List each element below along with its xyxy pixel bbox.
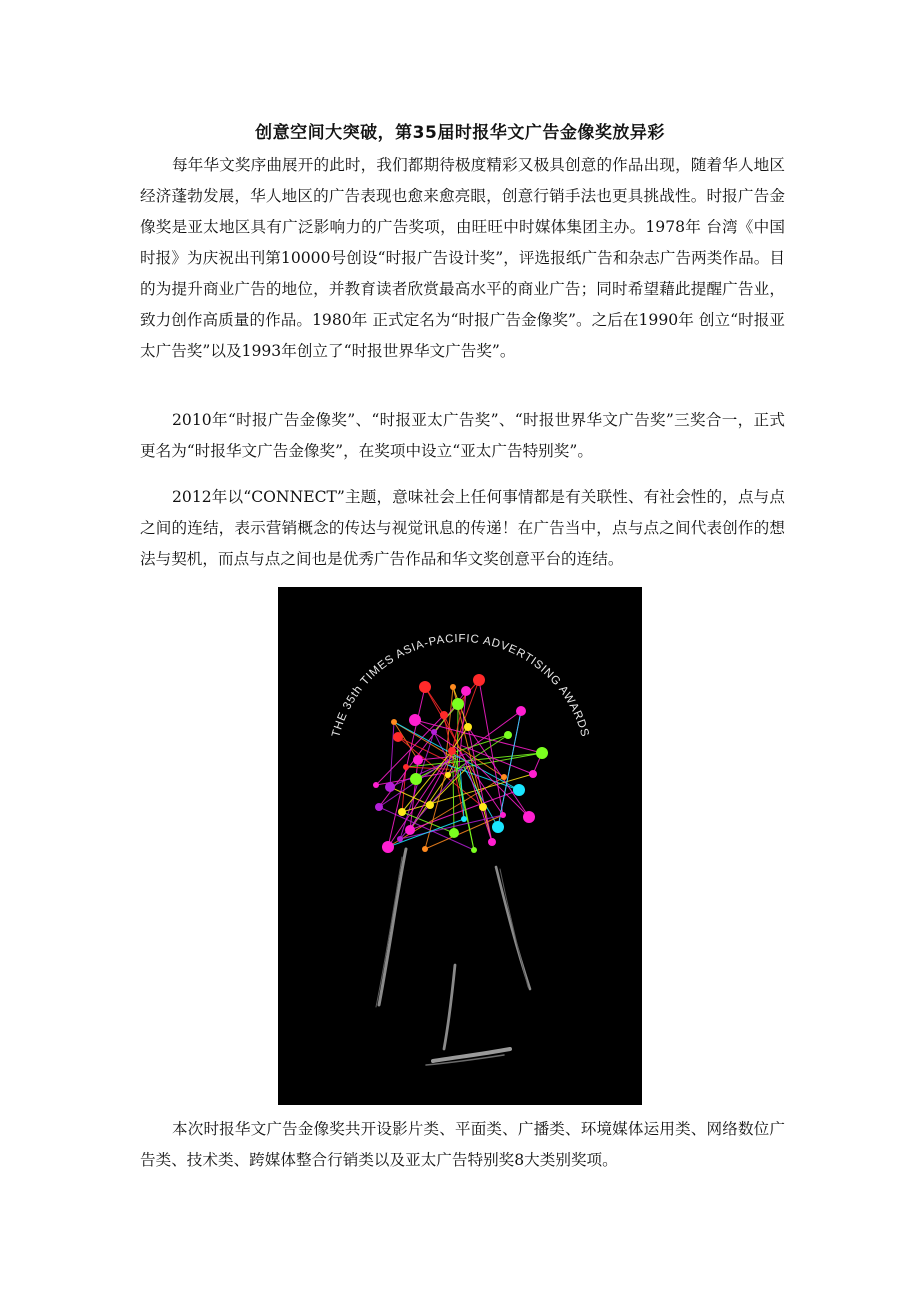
connection-dot (450, 684, 456, 690)
connection-dot (516, 706, 526, 716)
connection-dot (536, 747, 548, 759)
paragraph-connect-theme: 2012年以“CONNECT”主题，意味社会上任何事情都是有关联性、有社会性的，点与点之间的连结，表示营销概念的传达与视觉讯息的传递！在广告当中，点与点之间代表创作的想法与契机，而点与点之间也是优秀广告作品和华文奖创意平台的连结。 (140, 488, 785, 568)
connection-dot (492, 821, 504, 833)
connection-dot (461, 686, 471, 696)
connection-dot (473, 674, 485, 686)
connection-dot (410, 773, 422, 785)
connection-dot (464, 723, 472, 731)
connection-dot (513, 784, 525, 796)
connection-dot (426, 801, 434, 809)
connection-dot (529, 770, 537, 778)
connection-dot (391, 719, 397, 725)
connection-line (457, 704, 458, 768)
connection-dot (385, 782, 395, 792)
connection-dot (448, 747, 456, 755)
connection-dot (413, 755, 423, 765)
paragraph-history: 每年华文奖序曲展开的此时，我们都期待极度精彩又极具创意的作品出现，随着华人地区经济蓬勃发展，华人地区的广告表现也愈来愈亮眼，创意行销手法也更具挑战性。时报广告金像奖是亚太地区具有广泛影响力的广告奖项，由旺旺中时媒体集团主办。1978年 台湾《中国时报》为庆祝出刊第10000号创设“时报广告设计奖”，评选报纸广告和杂志广告两类作品。目的为提升商业广告的地位，并教育读者欣赏最高水平的商业广告；同时希望藉此提醒广告业，致力创作高质量的作品。1980年 正式定名为“时报广告金像奖”。之后在1990年 创立“时报亚太广告奖”以及1993年创立了“时报世界华文广告奖”。 (140, 156, 785, 360)
connection-dot (461, 816, 467, 822)
connection-dot (397, 836, 403, 842)
connection-dot (431, 729, 437, 735)
connection-line (406, 767, 449, 769)
connection-dot (373, 782, 379, 788)
connection-dot (440, 711, 448, 719)
connection-line (457, 747, 504, 778)
connection-line (453, 771, 454, 833)
stem-strokes (376, 849, 530, 1065)
poster-artwork (278, 587, 642, 1105)
connection-dot (375, 803, 383, 811)
connection-line (498, 711, 521, 827)
poster-arc-title: THE 35th TIMES ASIA-PACIFIC ADVERTISING AWARDS (330, 632, 591, 739)
article-title: 创意空间大突破，第35届时报华文广告金像奖放异彩 (255, 123, 665, 143)
connection-dot (471, 847, 477, 853)
awards-poster-image (278, 587, 642, 1105)
connection-dot (419, 681, 431, 693)
connection-dot (445, 772, 451, 778)
paragraph-merger: 2010年“时报广告金像奖”、“时报亚太广告奖”、“时报世界华文广告奖”三奖合一，正式更名为“时报华文广告金像奖”，在奖项中设立“亚太广告特别奖”。 (140, 411, 785, 460)
connection-dot (501, 774, 507, 780)
connection-dot (398, 808, 406, 816)
connection-dot (504, 731, 512, 739)
connection-line (390, 722, 394, 787)
connection-dot (449, 828, 459, 838)
paragraph-categories: 本次时报华文广告金像奖共开设影片类、平面类、广播类、环境媒体运用类、网络数位广告类、技术类、跨媒体整合行销类以及亚太广告特别奖8大类别奖项。 (140, 1120, 785, 1169)
connection-dot (479, 803, 487, 811)
connection-dot (488, 838, 496, 846)
connection-dot (382, 841, 394, 853)
connection-dot (523, 811, 535, 823)
connection-dot (409, 714, 421, 726)
connection-dot (405, 825, 415, 835)
connection-dots (373, 674, 548, 853)
connection-dot (452, 698, 464, 710)
connection-dot (500, 812, 506, 818)
connection-dot (403, 764, 409, 770)
connection-dot (393, 732, 403, 742)
connection-dot (422, 846, 428, 852)
